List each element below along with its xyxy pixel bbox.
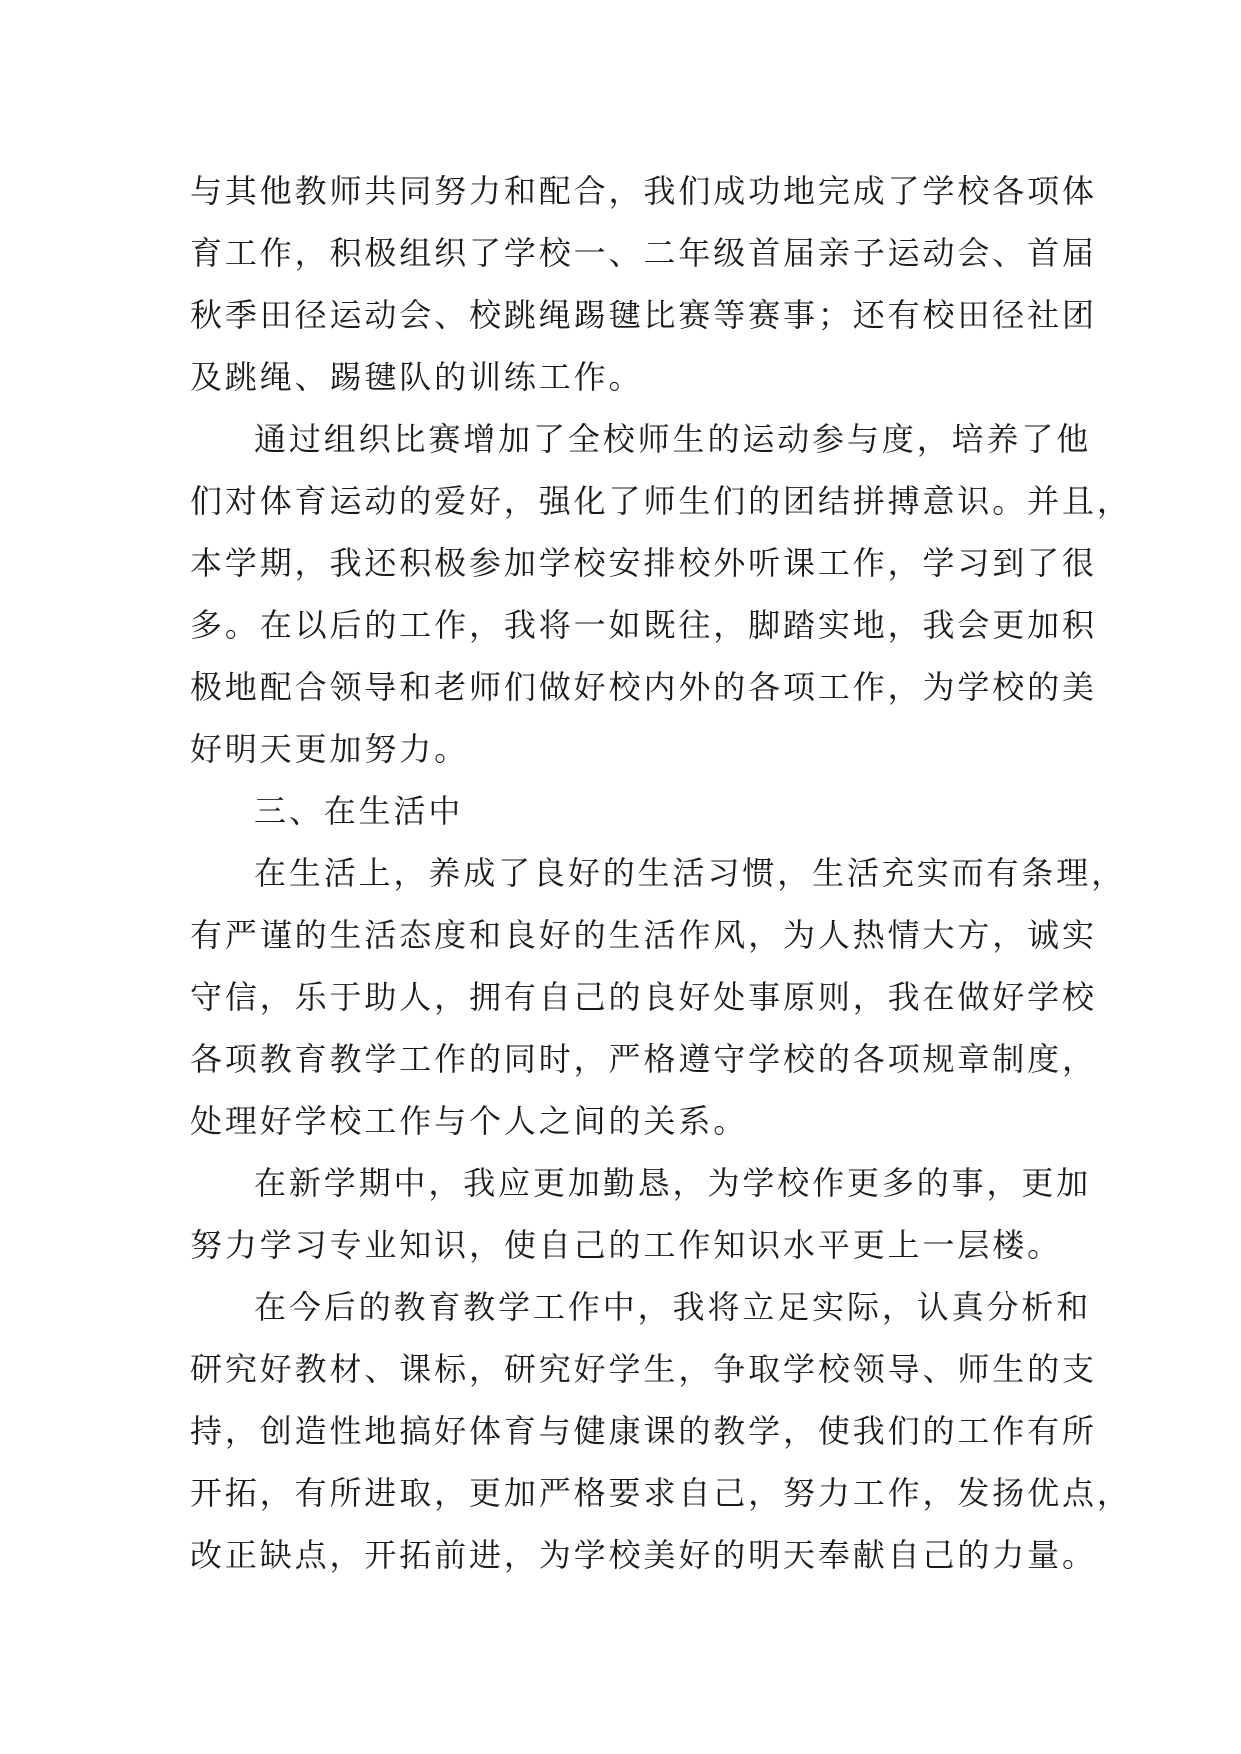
text-line: 极地配合领导和老师们做好校内外的各项工作，为学校的美: [190, 668, 1097, 706]
text-line: 研究好教材、课标，研究好学生，争取学校领导、师生的支: [190, 1350, 1097, 1388]
text-line: 们对体育运动的爱好，强化了师生们的团结拼搏意识。并且，: [190, 482, 1132, 520]
paragraph-first-line: 在生活上，养成了良好的生活习惯，生活充实而有条理，: [254, 854, 1127, 892]
text-line: 好明天更加努力。: [190, 730, 470, 768]
text-line: 处理好学校工作与个人之间的关系。: [190, 1102, 749, 1140]
text-line: 育工作，积极组织了学校一、二年级首届亲子运动会、首届: [190, 234, 1097, 272]
paragraph-first-line: 通过组织比赛增加了全校师生的运动参与度，培养了他: [254, 420, 1092, 458]
section-heading: 三、在生活中: [254, 792, 464, 830]
text-line: 努力学习专业知识，使自己的工作知识水平更上一层楼。: [190, 1226, 1063, 1264]
text-line: 各项教育教学工作的同时，严格遵守学校的各项规章制度，: [190, 1040, 1097, 1078]
text-line: 守信，乐于助人，拥有自己的良好处事原则，我在做好学校: [190, 978, 1097, 1016]
text-line: 多。在以后的工作，我将一如既往，脚踏实地，我会更加积: [190, 606, 1097, 644]
text-line: 及跳绳、踢毽队的训练工作。: [190, 358, 644, 396]
document-body: [190, 160, 1132, 1586]
text-line: 持，创造性地搞好体育与健康课的教学，使我们的工作有所: [190, 1412, 1097, 1450]
paragraph-first-line: 在新学期中，我应更加勤恳，为学校作更多的事，更加: [254, 1164, 1092, 1202]
text-line: 开拓，有所进取，更加严格要求自己，努力工作，发扬优点，: [190, 1474, 1132, 1512]
paragraph-first-line: 在今后的教育教学工作中，我将立足实际，认真分析和: [254, 1288, 1092, 1326]
text-line: 与其他教师共同努力和配合，我们成功地完成了学校各项体: [190, 172, 1097, 210]
text-line: 秋季田径运动会、校跳绳踢毽比赛等赛事；还有校田径社团: [190, 296, 1097, 334]
text-line: 有严谨的生活态度和良好的生活作风，为人热情大方，诚实: [190, 916, 1097, 954]
text-line: 本学期，我还积极参加学校安排校外听课工作，学习到了很: [190, 544, 1097, 582]
text-line: 改正缺点，开拓前进，为学校美好的明天奉献自己的力量。: [190, 1536, 1097, 1574]
